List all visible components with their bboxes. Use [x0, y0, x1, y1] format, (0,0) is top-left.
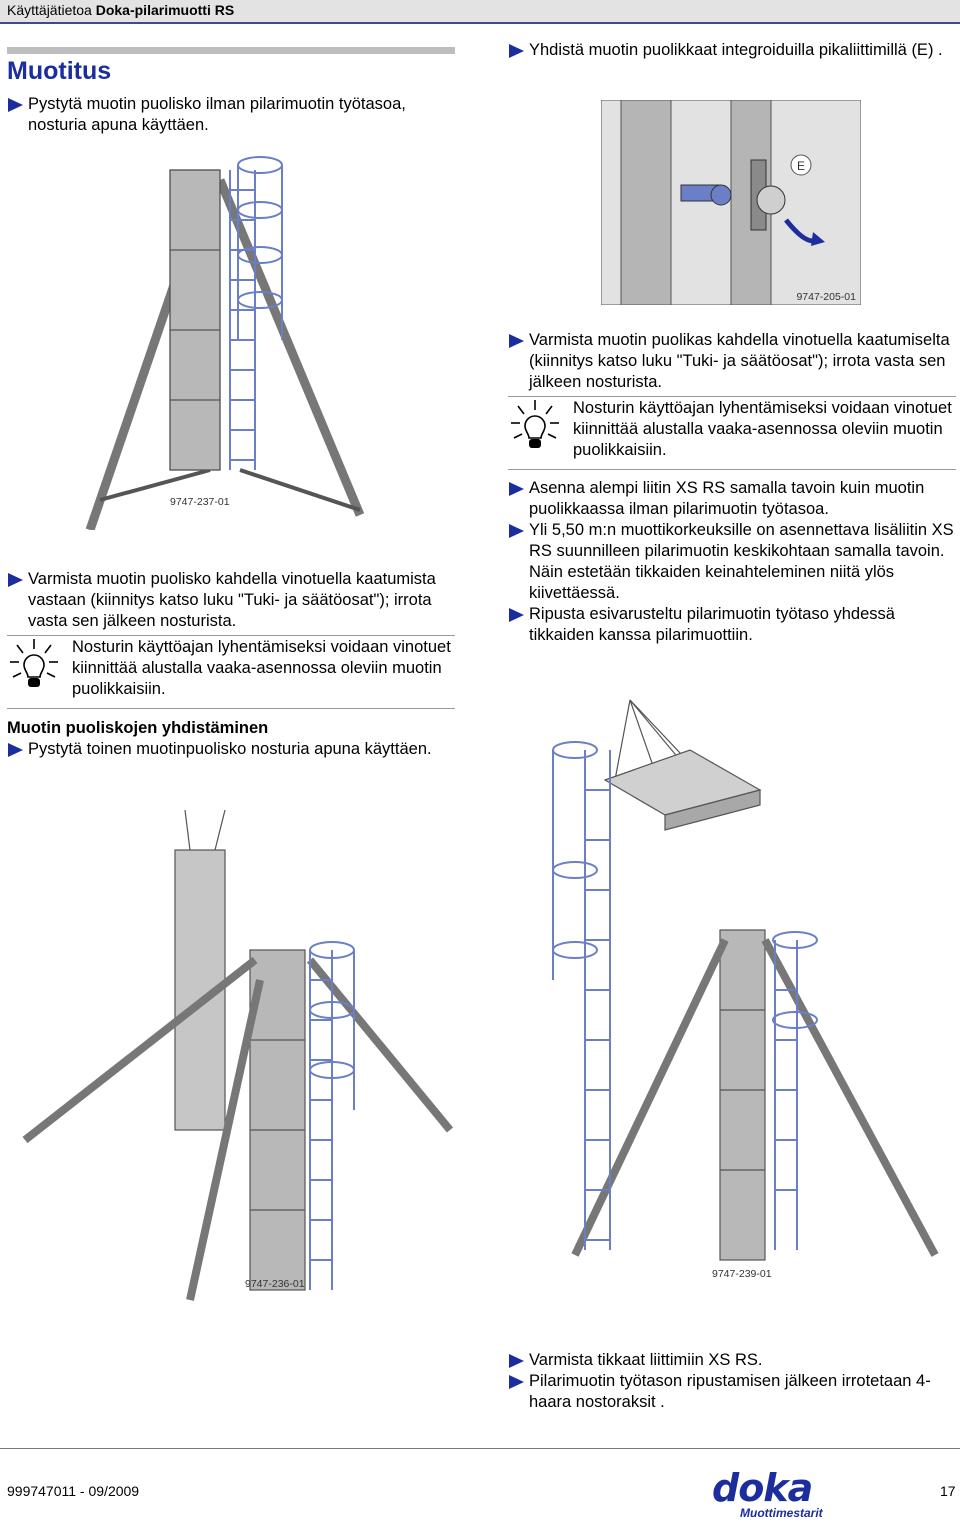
bullet-item: Yhdistä muotin puolikkaat integroiduilla pikaliittimillä (E) . — [508, 40, 956, 61]
footer-rule — [0, 1448, 960, 1449]
figure-column-half-with-props — [60, 150, 400, 530]
bullet-item: Varmista muotin puolisko kahdella vinotuella kaatumista vastaan (kiinnitys katso luku "Tuki- ja säätöosat"); irrota vasta sen jälkeen nosturista. — [7, 569, 455, 632]
callout-letter: E — [796, 159, 806, 173]
section-bar — [7, 47, 455, 54]
tip-rule-bottom — [7, 708, 455, 709]
running-header — [0, 0, 960, 22]
tip-box — [508, 398, 956, 461]
left-block-2 — [7, 569, 455, 760]
header-title: Doka-pilarimuotti RS — [95, 2, 235, 18]
tip-text: Nosturin käyttöajan lyhentämiseksi voidaan vinotuet kiinnittää alustalla vaaka-asennossa oleviin muotin puolikkaisiin. — [573, 399, 952, 459]
header-rule — [0, 22, 960, 24]
note-text: Näin estetään tikkaiden keinahteleminen niitä ylös kiivettäessä. — [529, 563, 895, 602]
lightbulb-icon — [508, 398, 562, 454]
figure-label: 9747-205-01 — [796, 291, 856, 303]
tip-text: Nosturin käyttöajan lyhentämiseksi voidaan vinotuet kiinnittää alustalla vaaka-asennossa oleviin muotin puolikkaisiin. — [72, 638, 451, 698]
header-prefix: Käyttäjätietoa — [7, 2, 92, 18]
figure-label: 9747-239-01 — [712, 1268, 772, 1280]
figure-platform-with-ladder — [515, 690, 960, 1280]
bullet-item: Varmista muotin puolikas kahdella vinotuella kaatumiselta (kiinnitys katso luku "Tuki- ja säätöosat"); irrota vasta sen jälkeen nosturista. — [508, 330, 956, 393]
page-number: 17 — [940, 1483, 956, 1499]
lightbulb-icon — [7, 637, 61, 693]
bullet-item: Ripusta esivarusteltu pilarimuotin työtaso yhdessä tikkaiden kanssa pilarimuottiin. — [508, 604, 956, 646]
bullet-item: Yli 5,50 m:n muottikorkeuksille on asennettava lisäliitin XS RS suunnilleen pilarimuotin keskikohtaan samalla tavoin. — [508, 520, 956, 562]
right-block-2 — [508, 330, 956, 470]
logo-wordmark: doka — [712, 1466, 813, 1510]
bullet-item: Pilarimuotin työtason ripustamisen jälkeen irrotetaan 4-haara nostoraksit . — [508, 1371, 956, 1413]
section-heading: Muotitus — [7, 57, 112, 85]
tip-rule-top — [508, 396, 956, 397]
doka-logo — [712, 1466, 852, 1520]
figure-label: 9747-237-01 — [170, 496, 230, 508]
right-block-3 — [508, 478, 956, 646]
logo-subtitle: Muottimestarit — [740, 1506, 823, 1520]
figure-second-half-lifted — [10, 810, 455, 1310]
bullet-item: Pystytä muotin puolisko ilman pilarimuotin työtasoa, nosturia apuna käyttäen. — [7, 94, 455, 136]
document-number: 999747011 - 09/2009 — [7, 1483, 140, 1499]
figure-clamp-detail — [601, 100, 861, 305]
subheading: Muotin puoliskojen yhdistäminen — [7, 719, 269, 737]
figure-label: 9747-236-01 — [245, 1278, 305, 1290]
bullet-item: Varmista tikkaat liittimiin XS RS. — [508, 1350, 956, 1371]
tip-box — [7, 637, 455, 700]
bullet-item: Asenna alempi liitin XS RS samalla tavoin kuin muotin puolikkaassa ilman pilarimuotin työtasoa. — [508, 478, 956, 520]
right-block-1 — [508, 40, 956, 61]
right-block-4 — [508, 1350, 956, 1413]
tip-rule-top — [7, 635, 455, 636]
bullet-item: Pystytä toinen muotinpuolisko nosturia apuna käyttäen. — [7, 739, 455, 760]
tip-rule-bottom — [508, 469, 956, 470]
left-block-1 — [7, 94, 455, 136]
